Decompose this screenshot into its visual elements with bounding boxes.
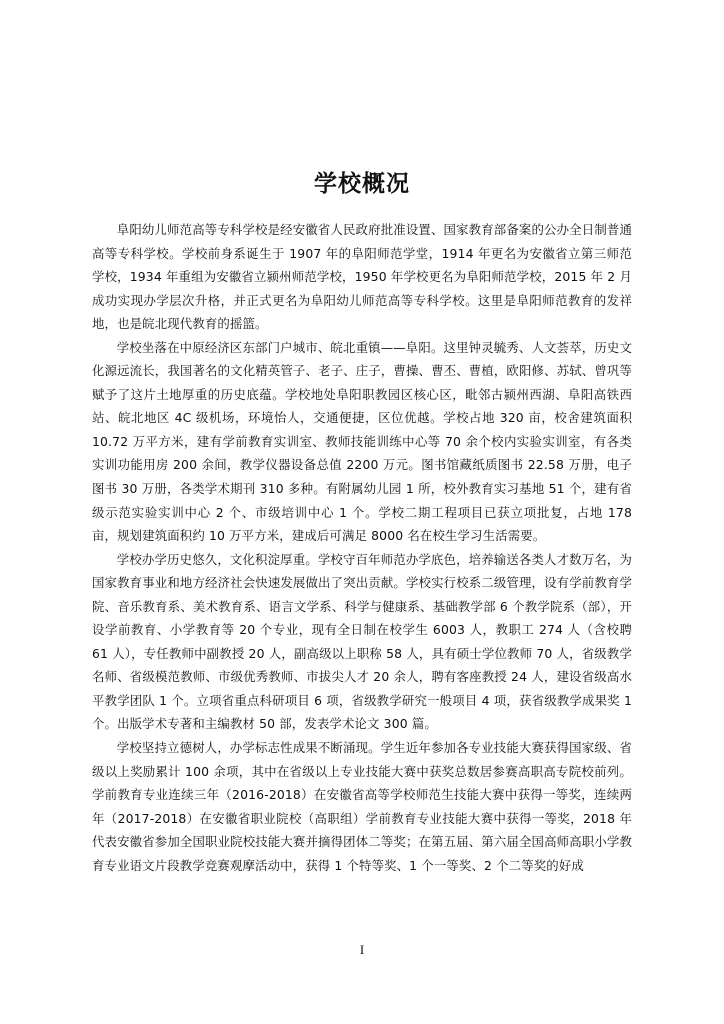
paragraph-achievements: 学校坚持立德树人，办学标志性成果不断涌现。学生近年参加各专业技能大赛获得国家级、省级以上奖励累计 100 余项，其中在省级以上专业技能大赛中获奖总数居参赛高职高专院校前列。学前教育专业连续三年（2016-2018）在安徽省高等学校师范生技能大赛中获得一等奖，连续两年（2017-2018）在安徽省职业院校（高职组）学前教育专业技能大赛中获得一等奖，2018 年代表安徽省参加全国职业院校技能大赛并摘得团体二等奖；在第五届、第六届全国高师高职小学教育专业语文片段教学竞赛观摩活动中，获得 1 个特等奖、1 个一等奖、2 个二等奖的好成 xyxy=(92,740,632,873)
paragraph-history: 阜阳幼儿师范高等专科学校是经安徽省人民政府批准设置、国家教育部备案的公办全日制普通高等专科学校。学校前身系诞生于 1907 年的阜阳师范学堂，1914 年更名为安徽省立第三师范学校，1934 年重组为安徽省立颍州师范学校，1950 年学校更名为阜阳师范学校，2015 年 2 月成功实现办学层次升格，并正式更名为阜阳幼儿师范高等专科学校。这里是阜阳师范教育的发祥地，也是皖北现代教育的摇篮。 xyxy=(92,222,632,332)
page-title: 学校概况 xyxy=(314,171,410,197)
paragraph-location-facilities: 学校坐落在中原经济区东部门户城市、皖北重镇——阜阳。这里钟灵毓秀、人文荟萃，历史文化源远流长，我国著名的文化精英管子、老子、庄子，曹操、曹丕、曹植，欧阳修、苏轼、曾巩等赋予了这片土地厚重的历史底蕴。学校地处阜阳职教园区核心区，毗邻古颍州西湖、阜阳高铁西站、皖北地区 4C 级机场，环境怡人，交通便捷，区位优越。学校占地 320 亩，校舍建筑面积 10.72 万平方米，建有学前教育实训室、教师技能训练中心等 70 余个校内实验实训室，有各类实训功能用房 200 余间，教学仪器设备总值 2200 万元。图书馆藏纸质图书 22.58 万册，电子图书 30 万册，各类学术期刊 310 多种。有附属幼儿园 1 所，校外教育实习基地 51 个，建有省级示范实验实训中心 2 个、市级培训中心 1 个。学校二期工程项目已获立项批复，占地 178 亩，规划建筑面积约 10 万平方米，建成后可满足 8000 名在校生学习生活需要。 xyxy=(92,339,632,544)
page-number: I xyxy=(359,942,365,957)
document-body xyxy=(92,218,632,877)
paragraph-faculty-structure: 学校办学历史悠久，文化积淀厚重。学校守百年师范办学底色，培养输送各类人才数万名，为国家教育事业和地方经济社会快速发展做出了突出贡献。学校实行校系二级管理，设有学前教育学院、音乐教育系、美术教育系、语言文学系、科学与健康系、基础教学部 6 个教学院系（部），开设学前教育、小学教育等 20 个专业，现有全日制在校学生 6003 人，教职工 274 人（含校聘 61 人），专任教师中副教授 20 人，副高级以上职称 58 人，具有硕士学位教师 70 人，省级教学名师、省级模范教师、市级优秀教师、市拔尖人才 20 余人，聘有客座教授 24 人，建设省级高水平教学团队 1 个。立项省重点科研项目 6 项，省级教学研究一般项目 4 项，获省级教学成果奖 1 个。出版学术专著和主编教材 50 部，发表学术论文 300 篇。 xyxy=(92,551,632,732)
